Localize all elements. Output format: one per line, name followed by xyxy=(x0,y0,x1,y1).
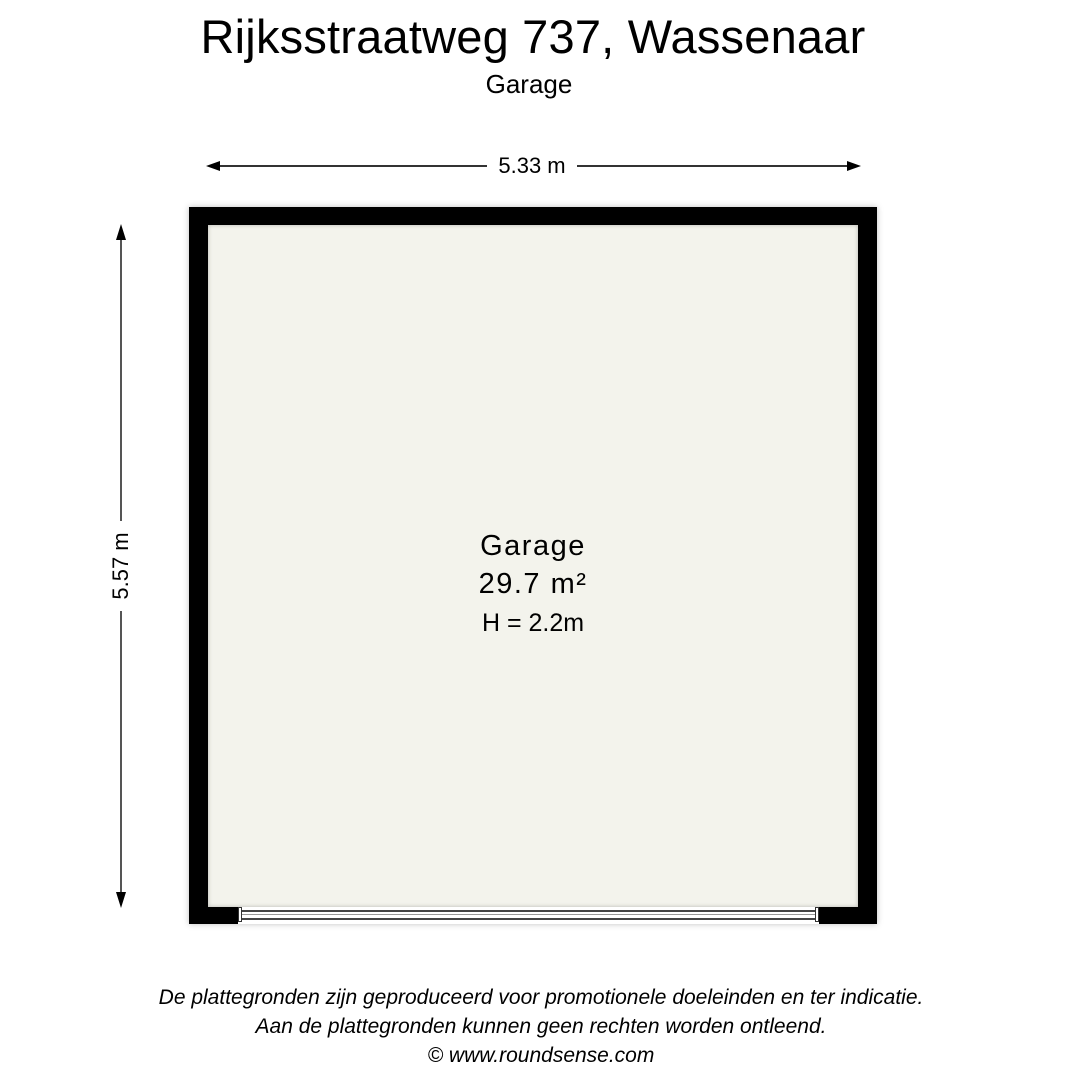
garage-door xyxy=(240,910,818,920)
room-height: H = 2.2m xyxy=(481,609,585,637)
door-jamb-left xyxy=(238,907,242,922)
disclaimer-line-1: De plattegronden zijn geproduceerd voor promotionele doeleinden en ter indicatie. xyxy=(158,986,924,1009)
garage-door-centerline xyxy=(242,914,816,915)
arrow-down-icon xyxy=(116,892,126,908)
disclaimer-line-2: Aan de plattegronden kunnen geen rechten worden ontleend. xyxy=(255,1015,827,1038)
door-jamb-right xyxy=(815,907,819,922)
arrow-left-icon xyxy=(206,161,220,171)
copyright-line: © www.roundsense.com xyxy=(427,1044,655,1067)
room-name: Garage xyxy=(480,530,586,562)
floor-subtitle: Garage xyxy=(485,69,573,99)
property-address-title: Rijksstraatweg 737, Wassenaar xyxy=(200,10,866,63)
depth-dimension-label: 5.57 m xyxy=(106,521,136,611)
arrow-up-icon xyxy=(116,224,126,240)
arrow-right-icon xyxy=(847,161,861,171)
width-dimension-label: 5.33 m xyxy=(487,151,577,181)
room-area: 29.7 m² xyxy=(478,568,588,600)
